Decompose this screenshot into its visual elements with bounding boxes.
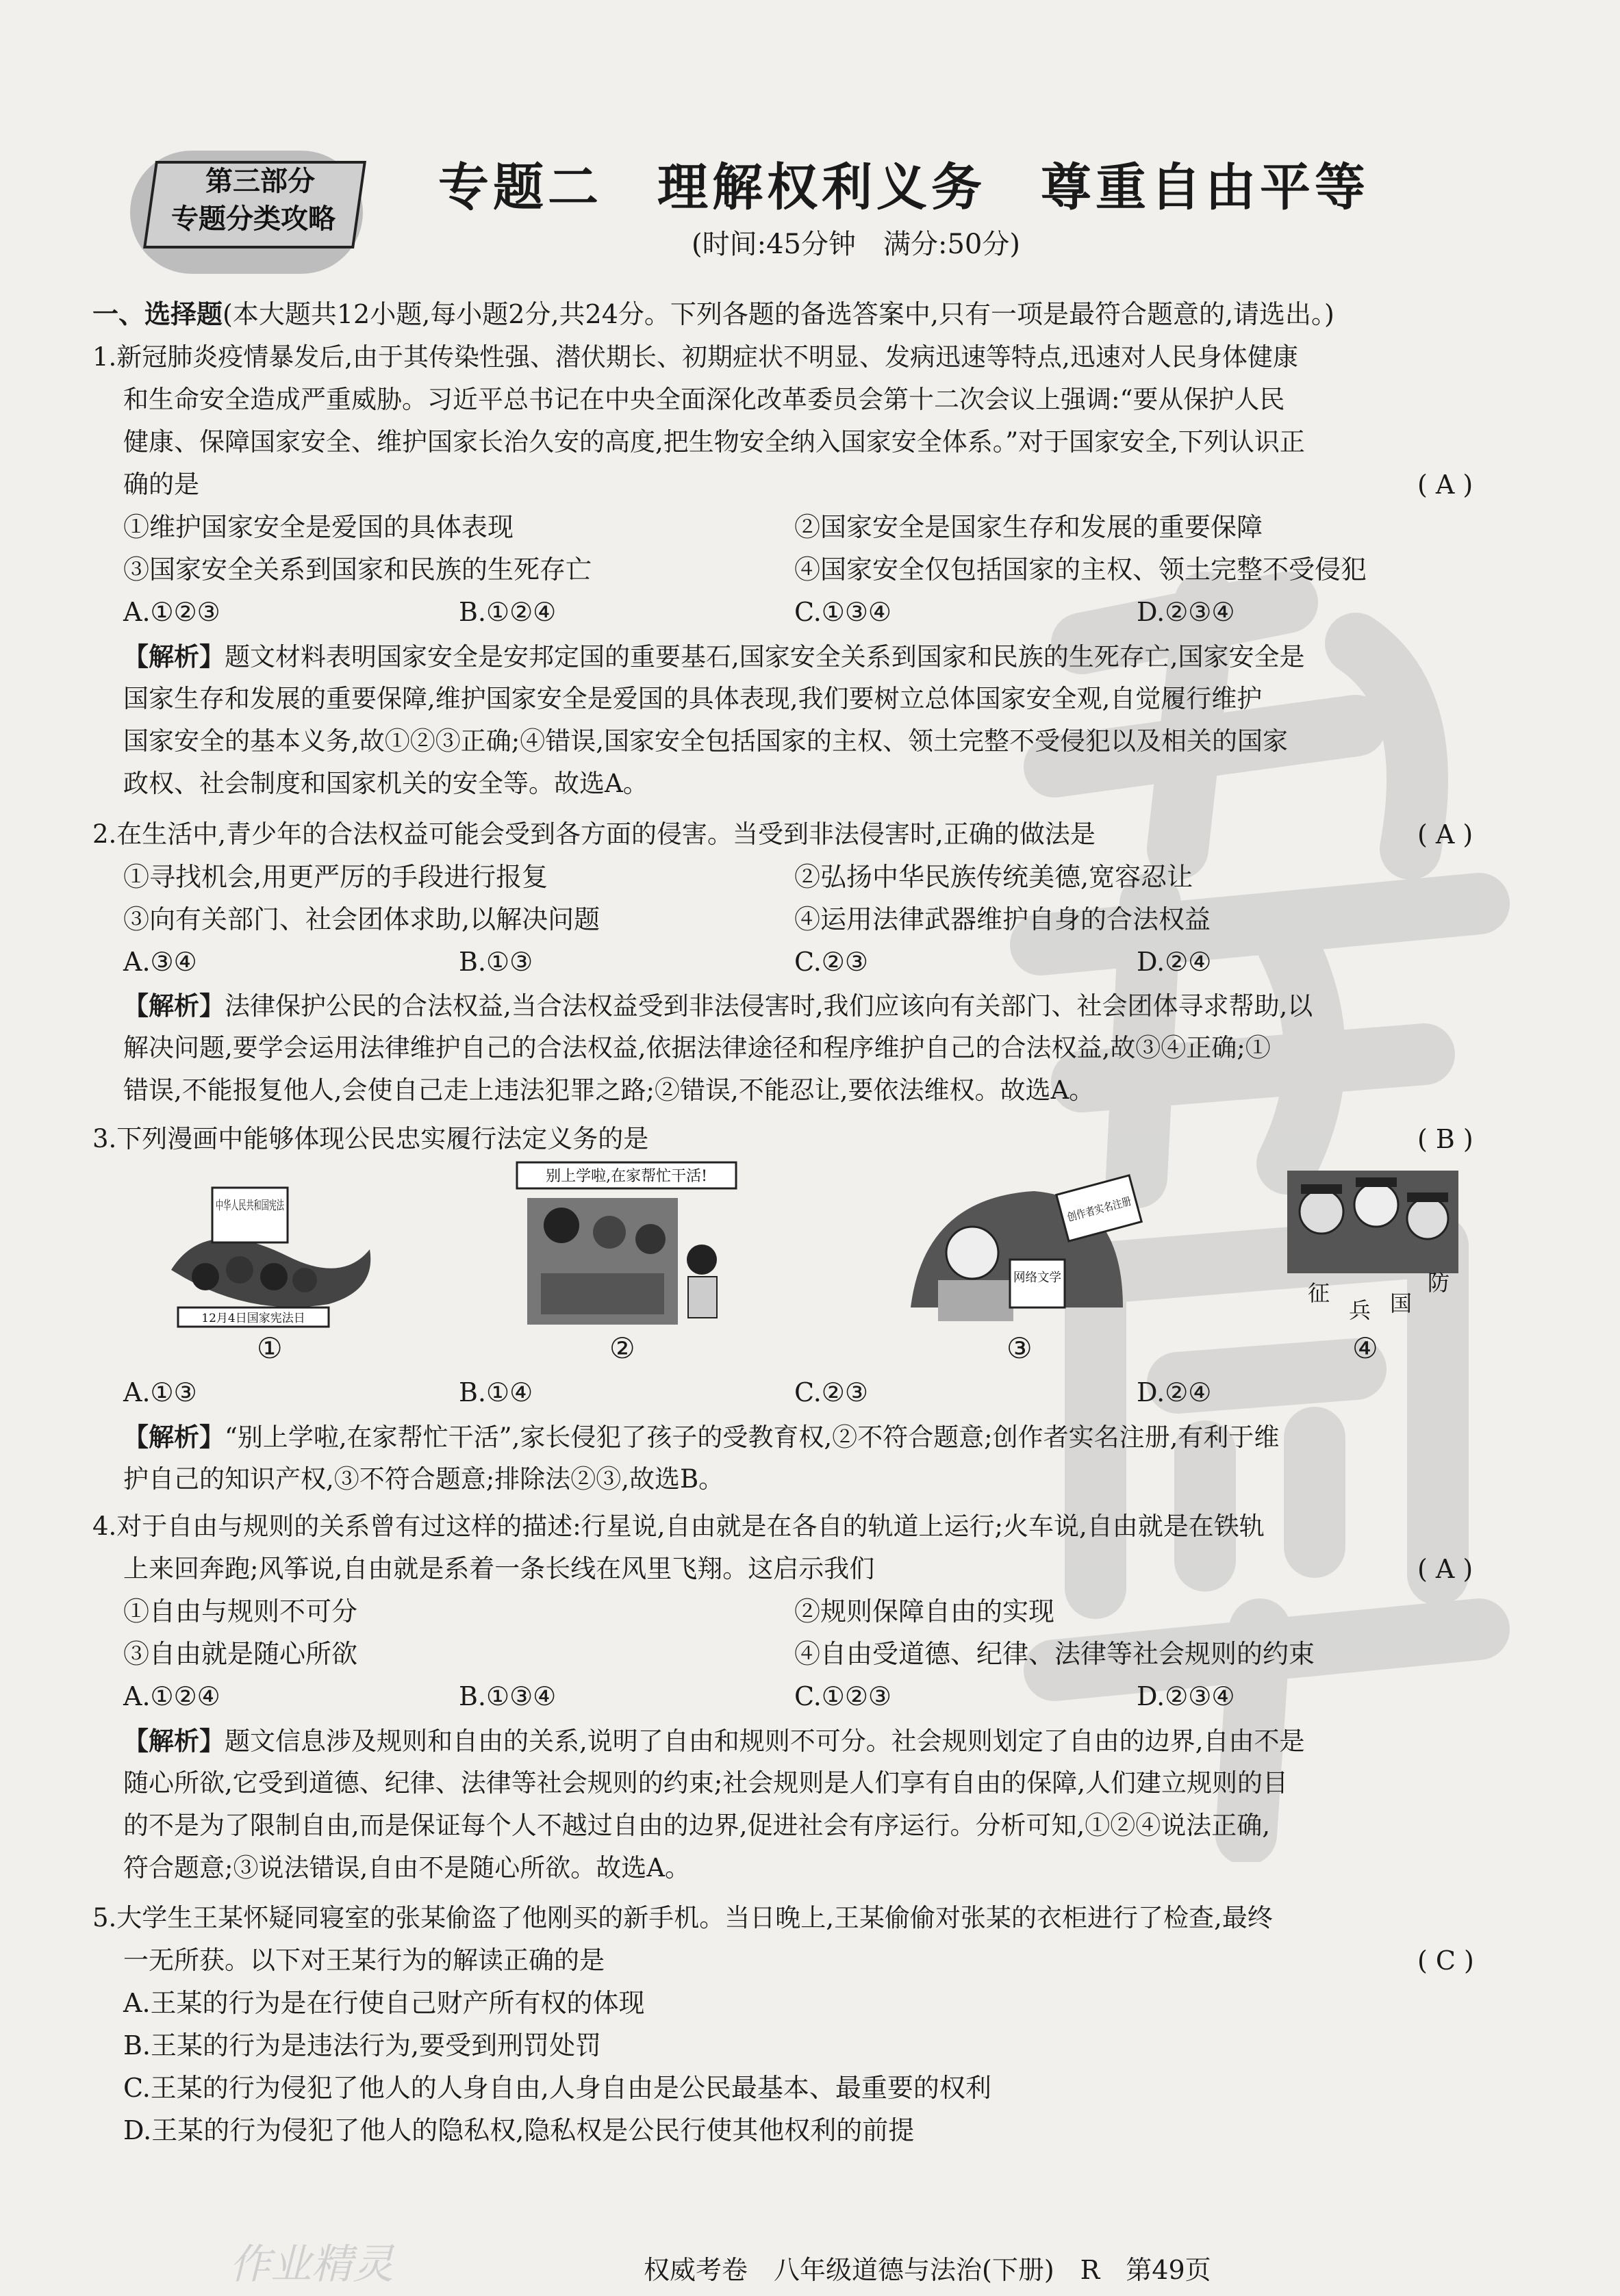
- q3-analysis-line: [123, 1420, 1279, 1454]
- q1-item: ①维护国家安全是爱国的具体表现: [123, 512, 514, 542]
- q3-choice: B.①④: [459, 1377, 533, 1407]
- comic-3-caption: 网络文学: [1013, 1271, 1061, 1285]
- comic-military-service: [1280, 1164, 1465, 1328]
- q2-item: ④运用法律武器维护自身的合法权益: [794, 904, 1211, 934]
- q1-answer: ( A ): [1417, 470, 1473, 500]
- analysis-tag: 【解析】: [123, 991, 225, 1021]
- q4-item: ①自由与规则不可分: [123, 1596, 358, 1627]
- q2-analysis-line: [123, 989, 1313, 1023]
- comic-author-registration: [897, 1171, 1143, 1328]
- analysis-text: 题文材料表明国家安全是安邦定国的重要基石,国家安全关系到国家和民族的生死存亡,国家安全是: [225, 642, 1305, 672]
- q4-choice: C.①②③: [794, 1681, 891, 1711]
- comic-1-sign: 中华人民共和国宪法: [216, 1199, 285, 1213]
- q2-analysis-line: 解决问题,要学会运用法律维护自己的合法权益,依据法律途径和程序维护自己的合法权益,故③④正确;①: [123, 1033, 1271, 1062]
- q4-choice: B.①③④: [459, 1681, 557, 1711]
- q1-analysis-line: 国家安全的基本义务,故①②③正确;④错误,国家安全包括国家的主权、领土完整不受侵犯以及相关的国家: [123, 726, 1288, 756]
- q1-analysis-line: 国家生存和发展的重要保障,维护国家安全是爱国的具体表现,我们要树立总体国家安全观,自觉履行维护: [123, 684, 1263, 713]
- badge-line-1: 第三部分: [205, 166, 315, 197]
- q2-choice: D.②④: [1137, 947, 1212, 977]
- q2-item: ②弘扬中华民族传统美德,宽容忍让: [794, 862, 1193, 892]
- q1-stem-line: 确的是: [123, 470, 199, 499]
- q5-answer: ( C ): [1417, 1946, 1474, 1976]
- analysis-text: “别上学啦,在家帮忙干活”,家长侵犯了孩子的受教育权,②不符合题意;创作者实名注册,有利于维: [225, 1423, 1280, 1452]
- q2-item: ①寻找机会,用更严厉的手段进行报复: [123, 862, 548, 892]
- q3-answer: ( B ): [1417, 1124, 1473, 1154]
- section-heading: 一、选择题: [92, 298, 223, 329]
- q2-answer: ( A ): [1417, 819, 1473, 850]
- q2-analysis-line: 错误,不能报复他人,会使自己走上违法犯罪之路;②错误,不能忍让,要依法维权。故选A。: [123, 1075, 1095, 1105]
- q1-analysis-line: [123, 640, 1305, 674]
- q4-choice: A.①②④: [123, 1681, 220, 1711]
- page-footer: 权威考卷 八年级道德与法治(下册) R 第49页: [644, 2255, 1211, 2285]
- q1-item: ②国家安全是国家生存和发展的重要保障: [794, 512, 1263, 542]
- comic-1-label: ①: [257, 1331, 283, 1365]
- q2-choice: B.①③: [459, 947, 533, 977]
- q1-stem-line: 健康、保障国家安全、维护国家长治久安的高度,把生物安全纳入国家安全体系。”对于国家安全,下列认识正: [123, 427, 1305, 457]
- q1-choice: D.②③④: [1137, 597, 1235, 627]
- q3-stem-line: 3.下列漫画中能够体现公民忠实履行法定义务的是: [92, 1124, 649, 1153]
- comic-1-caption: 12月4日国家宪法日: [201, 1312, 305, 1325]
- q3-choice: A.①③: [123, 1377, 197, 1407]
- comic-4-char: 防: [1428, 1270, 1450, 1296]
- q1-item: ③国家安全关系到国家和民族的生死存亡: [123, 554, 592, 585]
- q1-choice: C.①③④: [794, 597, 891, 627]
- q4-stem-line: 上来回奔跑;风筝说,自由就是系着一条长线在风里飞翔。这启示我们: [123, 1554, 875, 1583]
- q5-stem-line: 5.大学生王某怀疑同寝室的张某偷盗了他刚买的新手机。当日晚上,王某偷偷对张某的衣柜进行了检查,最终: [92, 1903, 1273, 1933]
- comic-4-char: 国: [1390, 1290, 1413, 1316]
- comic-2-label: ②: [609, 1331, 635, 1365]
- stamp-watermark: 作业精灵: [229, 2241, 394, 2288]
- comic-3-label: ③: [1007, 1331, 1033, 1365]
- q5-option: D.王某的行为侵犯了他人的隐私权,隐私权是公民行使其他权利的前提: [123, 2115, 915, 2145]
- q4-item: ③自由就是随心所欲: [123, 1639, 358, 1669]
- q4-item: ④自由受道德、纪律、法律等社会规则的约束: [794, 1639, 1315, 1669]
- q5-stem-line: 一无所获。以下对王某行为的解读正确的是: [123, 1946, 605, 1975]
- q4-stem-line: 4.对于自由与规则的关系曾有过这样的描述:行星说,自由就是在各自的轨道上运行;火车说,自由就是在铁轨: [92, 1511, 1265, 1541]
- q1-stem-line: 和生命安全造成严重威胁。习近平总书记在中央全面深化改革委员会第十二次会议上强调:“要从保护人民: [123, 385, 1285, 414]
- analysis-text: 法律保护公民的合法权益,当合法权益受到非法侵害时,我们应该向有关部门、社会团体寻求帮助,以: [225, 991, 1313, 1021]
- q4-analysis-line: [123, 1724, 1305, 1758]
- analysis-tag: 【解析】: [123, 1422, 225, 1452]
- q4-analysis-line: 随心所欲,它受到道德、纪律、法律等社会规则的约束;社会规则是人们享有自由的保障,人们建立规则的目: [123, 1768, 1288, 1798]
- analysis-text: 题文信息涉及规则和自由的关系,说明了自由和规则不可分。社会规则划定了自由的边界,自由不是: [225, 1726, 1305, 1756]
- q2-choice: A.③④: [123, 947, 197, 977]
- q5-option: B.王某的行为是违法行为,要受到刑罚处罚: [123, 2030, 602, 2061]
- q3-choice: D.②④: [1137, 1377, 1212, 1407]
- comic-skip-school: [514, 1157, 739, 1331]
- comic-4-label: ④: [1352, 1331, 1378, 1365]
- comic-constitution-day: [164, 1174, 383, 1331]
- q4-answer: ( A ): [1417, 1554, 1473, 1584]
- comic-3-sign: 创作者实名注册: [1065, 1191, 1143, 1225]
- q4-analysis-line: 的不是为了限制自由,而是保证每个人不越过自由的边界,促进社会有序运行。分析可知,①②④说法正确,: [123, 1811, 1271, 1840]
- q1-stem-line: 1.新冠肺炎疫情暴发后,由于其传染性强、潜伏期长、初期症状不明显、发病迅速等特点,迅速对人民身体健康: [92, 342, 1298, 372]
- page-title: 专题二 理解权利义务 尊重自由平等: [438, 158, 1369, 217]
- q1-choice: B.①②④: [459, 597, 557, 627]
- q2-item: ③向有关部门、社会团体求助,以解决问题: [123, 904, 600, 934]
- q4-analysis-line: 符合题意;③说法错误,自由不是随心所欲。故选A。: [123, 1853, 690, 1883]
- comic-2-caption: 别上学啦,在家帮忙干活!: [546, 1168, 707, 1185]
- q3-analysis-line: 护自己的知识产权,③不符合题意;排除法②③,故选B。: [123, 1464, 724, 1494]
- q1-analysis-line: 政权、社会制度和国家机关的安全等。故选A。: [123, 769, 648, 798]
- q2-stem-line: 2.在生活中,青少年的合法权益可能会受到各方面的侵害。当受到非法侵害时,正确的做法是: [92, 819, 1096, 849]
- q1-choice: A.①②③: [123, 597, 220, 627]
- q5-option: A.王某的行为是在行使自己财产所有权的体现: [123, 1988, 645, 2018]
- analysis-tag: 【解析】: [123, 1726, 225, 1756]
- q3-choice: C.②③: [794, 1377, 868, 1407]
- analysis-tag: 【解析】: [123, 641, 225, 672]
- section-description: (本大题共12小题,每小题2分,共24分。下列各题的备选答案中,只有一项是最符合题意的,请选出。): [223, 299, 1334, 329]
- q1-item: ④国家安全仅包括国家的主权、领土完整不受侵犯: [794, 554, 1367, 585]
- badge-line-2: 专题分类攻略: [171, 203, 336, 235]
- q5-option: C.王某的行为侵犯了他人的人身自由,人身自由是公民最基本、最重要的权利: [123, 2073, 991, 2103]
- section-heading-line: [92, 298, 1334, 331]
- comic-4-char: 征: [1308, 1280, 1330, 1306]
- page-subtitle: (时间:45分钟 满分:50分): [692, 229, 1020, 260]
- comic-4-char: 兵: [1349, 1297, 1371, 1323]
- section-badge: [130, 140, 383, 277]
- q4-choice: D.②③④: [1137, 1681, 1235, 1711]
- q2-choice: C.②③: [794, 947, 868, 977]
- q4-item: ②规则保障自由的实现: [794, 1596, 1055, 1627]
